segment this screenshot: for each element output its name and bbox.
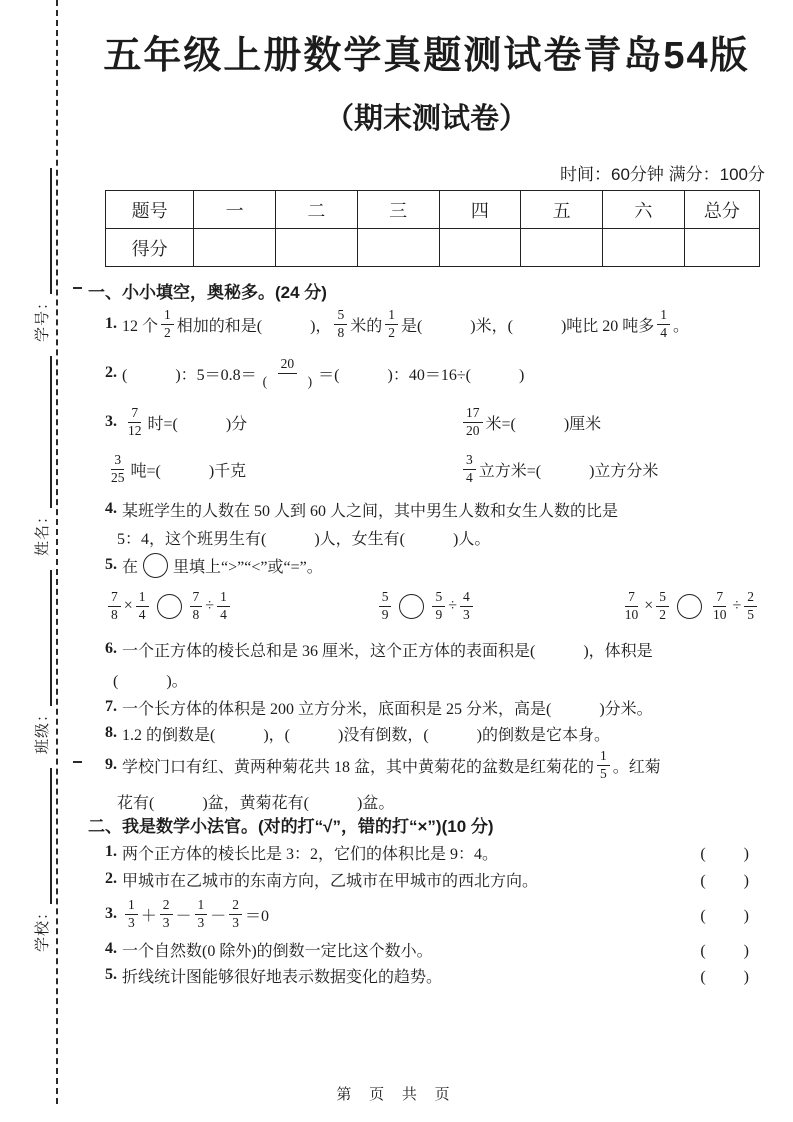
question-number: 7. [105,698,117,715]
fraction-numerator: 1 [125,897,138,914]
text-run: 1.2 的倒数是( )，( )没有倒数，( )的倒数是它本身。 [122,726,610,744]
score-cell [357,229,439,267]
answer-bracket: ( ) [700,968,751,986]
fraction [108,589,121,622]
fraction-numerator: 5 [432,589,445,606]
fraction-denominator: 8 [192,606,200,622]
fraction-numerator: 3 [463,452,476,469]
fraction [260,356,316,389]
header-cell: 一 [194,191,276,229]
judge-item-4 [105,936,765,962]
page-subtitle: （期末测试卷） [324,103,528,135]
fraction-numerator: 5 [656,589,669,606]
header-cell: 五 [521,191,603,229]
fraction-numerator: 1 [195,897,208,914]
fraction-denominator: 20 [466,422,480,438]
fraction-numerator: 1 [657,307,670,324]
answer-bracket: ( ) [700,872,751,890]
fraction [217,589,230,622]
fraction-numerator: 7 [713,589,726,606]
class-label: 班级： [34,705,51,754]
question-number: 8. [105,724,117,741]
text-run: 一个自然数(0 除外)的倒数一定比这个数小。 [122,942,433,960]
fraction-numerator: 5 [334,307,347,324]
fraction [460,589,473,622]
fraction-numerator: 5 [379,589,392,606]
section1-heading: 一、小小填空，奥秘多。(24 分) [88,283,327,302]
answer-bracket: ( ) [700,907,751,925]
question-number: 5. [105,966,117,983]
fraction-numerator: 1 [385,307,398,324]
judge-item-2-text [105,868,538,891]
compare-group-1 [105,583,233,629]
text-run: 12 个 [122,317,159,335]
class-field [31,570,52,754]
fraction-denominator: 2 [164,324,171,340]
student-info-strip [28,72,54,952]
text-run: 米的 [350,317,383,335]
text-run: 。红菊 [612,758,661,776]
fraction-numerator: 2 [744,589,757,606]
text-run: 折线统计图能够很好地表示数据变化的趋势。 [122,968,443,986]
text-run: 里填上“>”“<”或“=”。 [173,558,323,576]
question-number: 3. [105,905,117,922]
question-9-line2 [117,788,394,814]
fraction-denominator: 3 [197,914,205,930]
score-table [105,190,760,267]
fraction-denominator: 4 [220,606,227,622]
student-number-field [31,168,52,342]
fold-mark [73,287,82,289]
text-run: ( )：5＝0.8＝ [122,366,257,384]
fraction-numerator: 20 [278,356,298,373]
school-label: 学校： [34,903,51,952]
score-cell [603,229,685,267]
fraction [190,589,203,622]
question-number: 3. [105,413,117,430]
fraction-denominator: 5 [747,606,754,622]
compare-group-3 [619,583,760,629]
page-footer: 第 页 共 页 [336,1087,457,1103]
question-number: 9. [105,756,117,773]
judge-item-4-text [105,938,433,961]
question-number: 1. [105,315,117,332]
fraction-denominator: 25 [111,469,125,485]
text-run: 学校门口有红、黄两种菊花共 18 盆，其中黄菊花的盆数是红菊花的 [122,758,595,776]
text-run: 立方米=( )立方分米 [478,462,659,480]
question-number: 6. [105,640,117,657]
page-title: 五年级上册数学真题测试卷青岛54版 [103,35,750,77]
fraction-numerator: 7 [190,589,203,606]
fraction [334,307,347,340]
fraction [622,589,642,622]
name-field [31,356,52,556]
fraction-numerator: 2 [229,897,242,914]
fraction-denominator: 8 [337,324,345,340]
name-blank-line [33,356,52,508]
fraction [125,897,138,930]
text-run: × [644,597,654,614]
score-table-score-row [106,229,760,267]
text-run: 时=( )分 [147,415,248,433]
fraction-denominator: 4 [660,324,668,340]
text-run: × [123,597,133,614]
fraction [432,589,445,622]
text-run: ＋ [140,907,157,925]
compare-circle [677,594,702,619]
fraction-denominator: 3 [232,914,240,930]
text-run: 相加的和是( )， [176,317,332,335]
judge-item-2 [105,866,765,892]
fraction [229,897,242,930]
text-run: 吨=( )千克 [130,462,247,480]
text-run: ÷ [732,597,742,614]
compare-circle [157,594,182,619]
text-run: － [175,907,192,925]
question-number: 1. [105,843,117,860]
judge-item-3 [105,892,765,936]
question-number: 2. [105,870,117,887]
fraction [597,748,610,781]
fraction [161,307,174,340]
compare-group-2 [376,583,476,629]
text-run: 一个正方体的棱长总和是 36 厘米，这个正方体的表面积是( )，体积是 [122,642,653,660]
text-run: 是( )米，( )吨比 20 吨多 [400,317,655,335]
score-row-label: 得分 [106,229,194,267]
fraction-numerator: 1 [597,748,610,765]
score-cell [684,229,759,267]
fraction-denominator: 4 [466,469,473,485]
fraction [160,897,173,930]
question-7 [105,694,653,720]
header-cell: 四 [439,191,521,229]
fraction-denominator: 9 [381,606,389,622]
header-cell: 总分 [684,191,759,229]
fraction [744,589,757,622]
fraction [710,589,730,622]
question-6-line2 [113,666,188,692]
text-run: ＝( )：40＝16÷( ) [318,366,525,384]
student-number-label: 学号： [34,293,51,342]
fraction-denominator: 12 [128,422,142,438]
fraction [195,897,208,930]
question-3-row1-right [460,400,601,444]
text-run: 花有( )盆，黄菊花有( )盆。 [117,794,395,812]
fraction-numerator: 1 [161,307,174,324]
fraction [657,307,670,340]
text-run: 米=( )厘米 [485,415,602,433]
score-cell [194,229,276,267]
fraction-denominator: 5 [600,765,607,781]
main-content [88,0,765,1122]
header-cell: 六 [603,191,685,229]
answer-bracket: ( ) [700,942,751,960]
question-number: 4. [105,500,117,517]
fraction-numerator: 4 [460,589,473,606]
fraction-numerator: 7 [128,405,141,422]
judge-item-5 [105,962,765,988]
fraction [385,307,398,340]
fraction-numerator: 3 [111,452,124,469]
fraction [379,589,392,622]
fold-mark [73,761,82,763]
fraction-numerator: 7 [625,589,638,606]
header-cell: 二 [276,191,358,229]
school-blank-line [33,768,52,904]
school-field [31,768,52,952]
student-number-blank-line [33,168,52,294]
fraction-numerator: 2 [160,897,173,914]
question-3-row2-right [460,447,658,491]
question-number: 2. [105,364,117,381]
text-run: － [210,907,227,925]
question-2 [105,350,524,396]
header-cell: 题号 [106,191,194,229]
question-4-line1 [105,496,618,522]
fraction [463,452,476,485]
text-run: 一个长方体的体积是 200 立方分米，底面积是 25 分米，高是( )分米。 [122,700,653,718]
question-1 [105,302,689,346]
question-5-compare-row [105,583,760,629]
judge-item-1 [105,839,765,865]
judge-item-3-text [105,897,269,930]
score-cell [521,229,603,267]
fraction-denominator: 2 [659,606,666,622]
compare-circle [399,594,424,619]
binding-dashed-line [56,0,58,1104]
header-cell: 三 [357,191,439,229]
question-5-heading [105,550,323,580]
fraction-denominator: 2 [388,324,395,340]
question-3-row2-left [105,447,246,491]
fraction-denominator: 8 [111,606,118,622]
name-label: 姓名： [34,507,51,556]
text-run: ( )。 [113,672,188,690]
fraction-denominator: 4 [138,606,146,622]
judge-item-5-text [105,964,442,987]
question-4-line2 [117,524,490,550]
question-number: 5. [105,556,117,573]
fraction-denominator: 3 [162,914,170,930]
fraction-numerator: 7 [108,589,121,606]
fraction [125,405,145,438]
text-run: ÷ [448,597,458,614]
fraction-denominator: 9 [435,606,443,622]
fraction [463,405,483,438]
question-6-line1 [105,636,653,662]
fraction-denominator: ( ) [262,373,313,389]
class-blank-line [33,570,52,706]
judge-item-1-text [105,841,498,864]
fraction-denominator: 3 [128,914,135,930]
text-run: 两个正方体的棱长比是 3：2，它们的体积比是 9：4。 [122,845,499,863]
fraction-denominator: 10 [712,606,727,622]
fraction [656,589,669,622]
score-table-header-row [106,191,760,229]
section2-heading: 二、我是数学小法官。(对的打“√”，错的打“×”)(10 分) [88,817,494,836]
question-number: 4. [105,940,117,957]
fraction-numerator: 1 [217,589,230,606]
fraction-numerator: 17 [463,405,483,422]
fraction-denominator: 3 [463,606,470,622]
answer-bracket: ( ) [700,845,751,863]
text-run: 在 [122,558,139,576]
question-9-line1 [105,742,661,788]
time-score-info: 时间：60分钟 满分：100分 [560,165,765,184]
fraction [136,589,149,622]
fraction-denominator: 10 [624,606,639,622]
fraction [108,452,128,485]
question-3-row1-left [105,400,247,444]
score-cell [439,229,521,267]
text-run: ÷ [205,597,215,614]
text-run: 。 [673,317,690,335]
text-run: 某班学生的人数在 50 人到 60 人之间，其中男生人数和女生人数的比是 [122,502,619,520]
fraction-numerator: 1 [136,589,149,606]
text-run: 甲城市在乙城市的东南方向，乙城市在甲城市的西北方向。 [122,872,539,890]
text-run: 5：4，这个班男生有( )人，女生有( )人。 [117,530,491,548]
score-cell [276,229,358,267]
text-run: ＝0 [245,907,270,925]
compare-circle [143,553,168,578]
